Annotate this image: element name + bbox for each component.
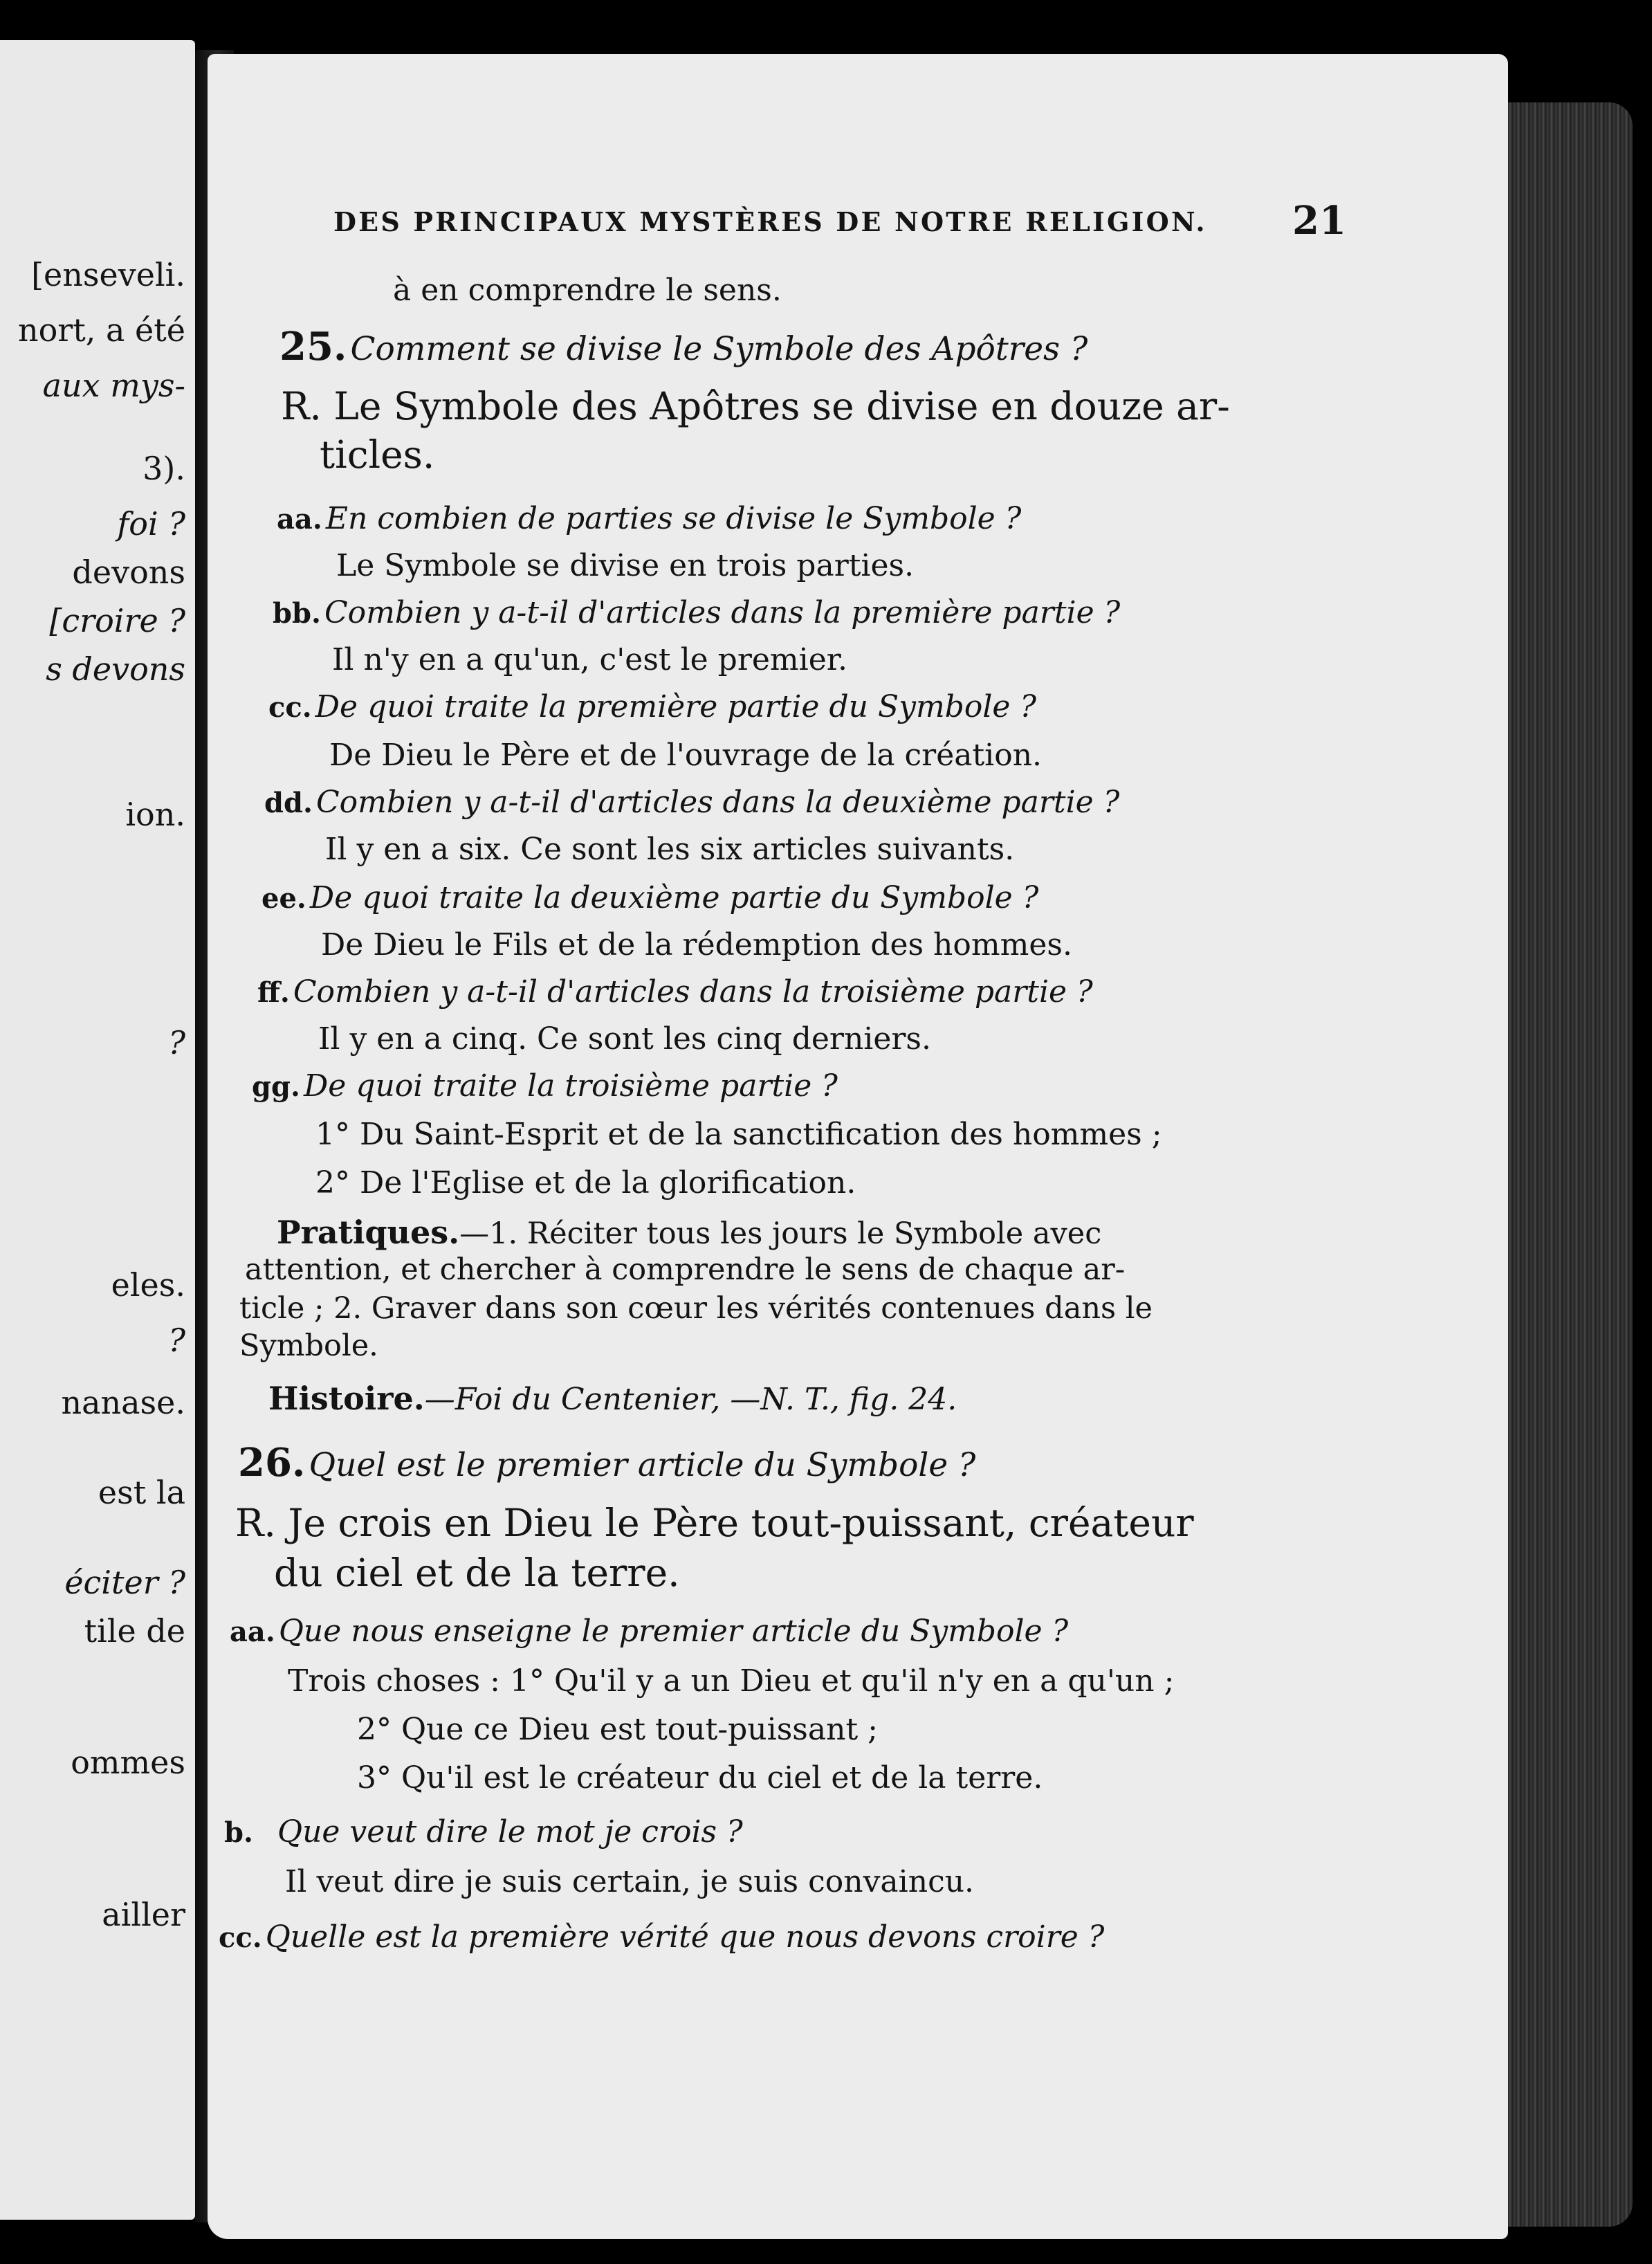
- subquestion-text: De quoi traite la deuxième partie du Symbole ?: [309, 880, 1039, 915]
- left-fragment: ailler: [102, 1896, 185, 1933]
- left-fragment: aux mys-: [42, 367, 185, 404]
- answer-26-line2: du ciel et de la terre.: [274, 1551, 680, 1595]
- question-26: [238, 1440, 976, 1486]
- pratiques-line1: [277, 1216, 1101, 1249]
- subquestion-text: De quoi traite la première partie du Symbole ?: [315, 689, 1037, 724]
- subquestion-text: De quoi traite la troisième partie ?: [303, 1068, 838, 1104]
- subquestion-text: Que nous enseigne le premier article du Symbole ?: [278, 1614, 1069, 1649]
- subquestion-text: Combien y a-t-il d'articles dans la première partie ?: [324, 595, 1121, 630]
- subquestion-label: ff.: [257, 976, 290, 1009]
- left-fragment: tile de: [84, 1612, 185, 1650]
- page-number: 21: [1292, 198, 1346, 244]
- subquestion-label: aa.: [277, 503, 322, 536]
- subquestion-text: Que veut dire le mot je crois ?: [277, 1814, 743, 1850]
- histoire: [268, 1382, 957, 1415]
- subquestion-label: bb.: [273, 597, 321, 630]
- pratiques-line3: ticle ; 2. Graver dans son cœur les vérités contenues dans le: [239, 1291, 1153, 1326]
- running-head: DES PRINCIPAUX MYSTÈRES DE NOTRE RELIGION.: [333, 206, 1207, 237]
- subquestion-label: aa.: [230, 1616, 275, 1648]
- left-fragment: ion.: [125, 796, 185, 833]
- left-fragment: 3).: [143, 450, 185, 487]
- left-fragment: est la: [98, 1474, 185, 1511]
- left-fragment: nanase.: [61, 1384, 185, 1421]
- subquestion-bb: [273, 595, 1121, 630]
- subquestion-dd: [264, 787, 1119, 818]
- subanswer: Trois choses : 1° Qu'il y a un Dieu et qu'il n'y en a qu'un ;: [288, 1663, 1175, 1699]
- subquestion-gg: [252, 1068, 838, 1104]
- left-fragment: ?: [168, 1024, 185, 1061]
- subanswer: 2° De l'Eglise et de la glorification.: [315, 1165, 856, 1201]
- subanswer: Le Symbole se divise en trois parties.: [336, 548, 915, 583]
- pratiques-line4: Symbole.: [239, 1329, 378, 1363]
- subanswer: Il n'y en a qu'un, c'est le premier.: [332, 642, 847, 677]
- previous-page-fragment: [0, 40, 195, 2220]
- subquestion-text: Combien y a-t-il d'articles dans la troisième partie ?: [293, 974, 1093, 1010]
- left-fragment: [croire ?: [49, 602, 185, 639]
- histoire-text: —Foi du Centenier, —N. T., fig. 24.: [424, 1382, 957, 1417]
- question-number: 26.: [238, 1440, 306, 1486]
- subquestion-label: gg.: [252, 1070, 300, 1103]
- subquestion-label: cc.: [268, 691, 312, 724]
- answer-25-line1: R. Le Symbole des Apôtres se divise en douze ar-: [281, 384, 1230, 428]
- subquestion-ff: [257, 974, 1093, 1010]
- subanswer: Il y en a six. Ce sont les six articles suivants.: [325, 832, 1015, 867]
- subquestion-label: dd.: [264, 787, 313, 819]
- left-fragment: nort, a été: [17, 311, 185, 349]
- subquestion-cc: [268, 689, 1037, 724]
- left-fragment: foi ?: [117, 505, 185, 542]
- subquestion-label: b.: [224, 1816, 253, 1849]
- left-fragment: ommes: [71, 1744, 185, 1781]
- pratiques-text: —1. Réciter tous les jours le Symbole avec: [459, 1216, 1102, 1251]
- subanswer: Il y en a cinq. Ce sont les cinq derniers.: [318, 1021, 931, 1057]
- subquestion-aa-26: [230, 1616, 1068, 1647]
- subquestion-label: cc.: [219, 1921, 262, 1954]
- continuation-line: à en comprendre le sens.: [393, 273, 782, 308]
- histoire-label: Histoire.: [268, 1380, 425, 1417]
- left-fragment: ?: [168, 1322, 185, 1359]
- subanswer: 2° Que ce Dieu est tout-puissant ;: [357, 1712, 878, 1747]
- subquestion-aa: [277, 501, 1022, 536]
- subquestion-ee: [261, 880, 1039, 915]
- subquestion-text: Combien y a-t-il d'articles dans la deuxième partie ?: [315, 785, 1120, 820]
- answer-26-line1: R. Je crois en Dieu le Père tout-puissant, créateur: [235, 1501, 1194, 1545]
- question-25: [279, 324, 1088, 369]
- pratiques-line2: attention, et chercher à comprendre le sens de chaque ar-: [245, 1252, 1126, 1287]
- subquestion-label: ee.: [261, 882, 306, 915]
- question-text: Comment se divise le Symbole des Apôtres ?: [350, 330, 1088, 368]
- answer-25-line2: ticles.: [320, 432, 435, 477]
- left-fragment: s devons: [46, 650, 185, 688]
- subquestion-text: En combien de parties se divise le Symbole ?: [325, 501, 1022, 536]
- subanswer: 3° Qu'il est le créateur du ciel et de la terre.: [357, 1760, 1043, 1796]
- subanswer: De Dieu le Père et de l'ouvrage de la création.: [329, 738, 1043, 773]
- subanswer: Il veut dire je suis certain, je suis convaincu.: [285, 1864, 975, 1899]
- left-fragment: eles.: [111, 1266, 185, 1304]
- subanswer: 1° Du Saint-Esprit et de la sanctification des hommes ;: [315, 1117, 1162, 1152]
- pratiques-label: Pratiques.: [277, 1214, 460, 1251]
- left-fragment: devons: [72, 554, 185, 591]
- subquestion-cc-26: [219, 1919, 1105, 1955]
- current-page: [208, 54, 1508, 2239]
- page-edges: [1487, 102, 1633, 2227]
- question-number: 25.: [279, 324, 347, 369]
- left-fragment: [enseveli.: [31, 256, 185, 293]
- subanswer: De Dieu le Fils et de la rédemption des hommes.: [321, 927, 1072, 962]
- subquestion-b-26: [224, 1814, 743, 1850]
- question-text: Quel est le premier article du Symbole ?: [309, 1446, 976, 1484]
- left-fragment: éciter ?: [64, 1564, 185, 1601]
- subquestion-text: Quelle est la première vérité que nous devons croire ?: [265, 1919, 1105, 1955]
